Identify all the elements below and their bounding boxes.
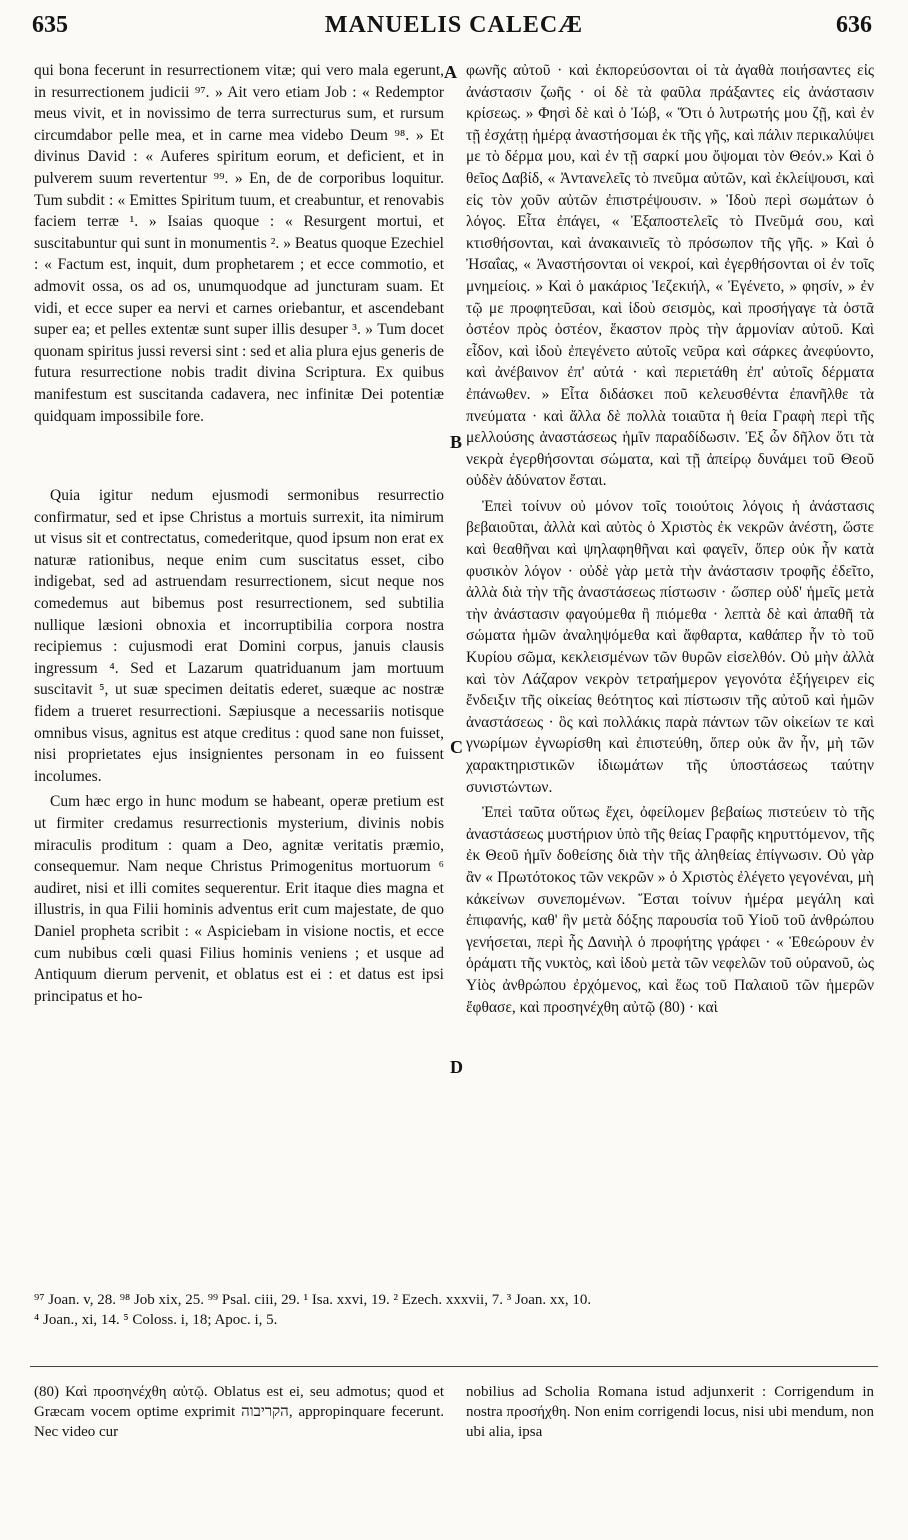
- latin-paragraph-2: Quia igitur nedum ejusmodi sermonibus resurrectio confirmatur, sed et ipse Christus a mortuis surrexit, ita nimirum ut visus sit et contrectatus, comederitque, quod ipsum non erat ex naturæ rationibus, neque enim cum suscitatus esset, cibo indigebat, sed ad astruendam resurrectionem, sicut neque nos comedemus aut bibemus post resurrectionem, sed subtilia nullique læsioni obnoxia et incorruptibilia corpora nostra recipiemus : cujusmodi erat Domini corpus, januis clausis ingressum ⁴. Sed et Lazarum quatriduanum jam mortuum suscitavit ⁵, ut suæ specimen deitatis ederet, suæque ac nostræ fidem a trueret resurrectioni. Sæpiusque a necessariis notisque omnibus visus, agnitus est atque creditus : quod sane non fuisset, nisi proprietates ejus insignientes personam in eo fuissent incolumes.: [34, 487, 444, 785]
- greek-paragraph-3: Ἐπεὶ ταῦτα οὕτως ἔχει, ὀφείλομεν βεβαίως πιστεύειν τὸ τῆς ἀναστάσεως μυστήριον ὑπὸ τῆς θείας Γραφῆς κηρυττόμενον, τῆς ἐκ Θεοῦ ἡμῖν δοθείσης διὰ τὴν τῆς ἀληθείας ἐπίγνωσιν. Οὐ γὰρ ἂν « Πρωτότοκος τῶν νεκρῶν » ὁ Χριστὸς ἐλέγετο γεγονέναι, μὴ κἀκείνων συνεπομένων. Ἔσται τοίνυν ἡμέρα μεγάλη καὶ ἐπιφανής, καθ' ἣν μετὰ δόξης παρουσία τοῦ Υἱοῦ τοῦ ἀνθρώπου γενήσεται, περὶ ἧς Δανιὴλ ὁ προφήτης γράφει · « Ἐθεώρουν ἐν ὁράματι τῆς νυκτὸς, καὶ ἰδοὺ μετὰ τῶν νεφελῶν τοῦ οὐρανοῦ, ὡς Υἱὸς ἀνθρώπου ἐρχόμενος, καὶ ἕως τοῦ Παλαιοῦ τῶν ἡμερῶν ἔφθασε, καὶ προσηνέχθη αὐτῷ (80) · καὶ: [466, 804, 874, 1016]
- page-number-right: 636: [836, 12, 872, 38]
- note-divider: [30, 1366, 878, 1367]
- margin-marker-a: A: [444, 62, 457, 82]
- footnote-line-2: ⁴ Joan., xi, 14. ⁵ Coloss. i, 18; Apoc. i, 5.: [34, 1312, 278, 1328]
- margin-marker-c: C: [450, 737, 463, 757]
- latin-paragraph-3: Cum hæc ergo in hunc modum se habeant, operæ pretium est ut firmiter credamus resurrectionis mysterium, divinis nobis miraculis proditum : quam a Deo, agnitæ veritatis præmio, consequemur. Nam neque Christus Primogenitus mortuorum ⁶ audiret, nisi et illi comites sequerentur. Erit itaque dies magna et illustris, in qua Filii hominis adventus erit cum majestate, de quo Daniel propheta scribit : « Aspiciebam in visione noctis, et ecce cum nubibus cœli quasi Filius hominis veniens ; et usque ad Antiquum dierum pervenit, et oblatus est ei : et datus est ipsi principatus et ho-: [34, 793, 444, 1005]
- greek-column: [466, 60, 874, 1018]
- margin-marker-b: B: [450, 432, 463, 452]
- footnote-line-1: ⁹⁷ Joan. v, 28. ⁹⁸ Job xix, 25. ⁹⁹ Psal. ciii, 29. ¹ Isa. xxvi, 19. ² Ezech. xxxvii, 7. ³ Joan. xx, 10.: [34, 1292, 592, 1308]
- latin-column: [34, 60, 444, 1007]
- editor-note-right: nobilius ad Scholia Romana istud adjunxerit : Corrigendum in nostra προσήχθη. Non enim corrigendi locus, nisi ubi mendum, non ubi alia, ipsa: [466, 1384, 874, 1440]
- latin-paragraph-1: qui bona fecerunt in resurrectionem vitæ; qui vero mala egerunt, in resurrectionem judicii ⁹⁷. » Ait vero etiam Job : « Redemptor meus vivit, et in novissimo de terra surrecturus sum, et rursum circumdabor pelle mea, et in carne mea videbo Deum ⁹⁸. » Et divinus David : « Auferes spiritum eorum, et deficient, et in pulverem suum revertentur ⁹⁹. » En, de de corporibus loquitur. Tum subdit : « Emittes Spiritum tuum, et creabuntur, et renovabis faciem terræ ¹. » Isaias quoque : « Resurgent mortui, et suscitabuntur qui sunt in monumentis ². » Beatus quoque Ezechiel : « Factum est, inquit, dum prophetarem ; et ecce commotio, et admovit ossa, os ad os, unumquodque ad juncturam suam. Et vidi, et ecce super ea nervi et carnes oriebantur, et ascendebant super ea; et pelles extentæ sunt super illis desuper ³. » Tum docet quonam spiritus jussi reversi sint : sed et alia plura ejus generis de futura resurrectione nobis tradit divina Scriptura. Ex quibus manifestum est suscitanda cadavera, nec infinitæ Dei potentiæ quidquam impossibile fore.: [34, 62, 444, 425]
- margin-marker-d: D: [450, 1057, 463, 1077]
- editor-note-left: (80) Καὶ προσηνέχθη αὐτῷ. Oblatus est ei, seu admotus; quod et Græcam vocem optime exprimit הקריבוה, appropinquare fecerunt. Nec video cur: [34, 1384, 445, 1440]
- greek-paragraph-2: Ἐπεὶ τοίνυν οὐ μόνον τοῖς τοιούτοις λόγοις ἡ ἀνάστασις βεβαιοῦται, ἀλλὰ καὶ αὐτὸς ὁ Χριστὸς ἐκ νεκρῶν ἀνέστη, ὥστε καὶ θεαθῆναι καὶ ψηλαφηθῆναι καὶ φαγεῖν, ὅπερ οὐκ ἦν κατὰ φυσικὸν λόγον · οὐδὲ γὰρ μετὰ τὴν ἀνάστασιν τροφῆς ἐδεῖτο, ἀλλὰ διὰ τὴν τῆς ἀναστάσεως πίστωσιν · ὥσπερ οὐδ' ἡμεῖς μετὰ τὴν ἀνάστασιν φαγούμεθα ἢ πιόμεθα · λεπτὰ δὲ καὶ ἀπαθῆ τὰ σώματα ἡμῶν ἀναληψόμεθα καὶ ἄφθαρτα, καθάπερ ἦν τὸ τοῦ Κυρίου σῶμα, κεκλεισμένων τῶν θυρῶν εἰσελθόν. Οὐ μὴν ἀλλὰ καὶ τὸν Λάζαρον νεκρὸν τετραήμερον γεγονότα ἐξήγειρεν εἰς ἔνδειξιν τῆς οἰκείας θεότητος καὶ πίστωσιν τῆς αὐτοῦ καὶ ἡμῶν ἀναστάσεως · ὃς καὶ πολλάκις παρὰ πάντων τῶν οἰκείων τε καὶ γνωρίμων ἐγνωρίσθη καὶ ἐπιστεύθη, ὅπερ οὐκ ἂν ἦν, μὴ τῶν χαρακτηριστικῶν ἰδιωμάτων τῆς ὑποστάσεως ταύτην συνιστώντων.: [466, 497, 874, 796]
- running-title: MANUELIS CALECÆ: [324, 12, 584, 38]
- page-number-left: 635: [32, 12, 68, 38]
- page-header: [0, 12, 908, 52]
- greek-paragraph-1: φωνῆς αὐτοῦ · καὶ ἐκπορεύσονται οἱ τὰ ἀγαθὰ ποιήσαντες εἰς ἀνάστασιν ζωῆς · οἱ δὲ τὰ φαῦλα πράξαντες εἰς ἀνάστασιν κρίσεως. » Φησὶ δὲ καὶ ὁ Ἰώβ, « Ὅτι ὁ λυτρωτής μου ζῇ, καὶ ἐν τῇ ἐσχάτῃ ἡμέρᾳ ἀναστήσομαι ἐκ τῆς γῆς, καὶ πάλιν περικαλύψει με τὸ δέρμα μου, καὶ ἐν τῇ σαρκί μου ὄψομαι τὸν Θεόν.» Καὶ ὁ θεῖος Δαβίδ, « Ἀντανελεῖς τὸ πνεῦμα αὐτῶν, καὶ ἐκλείψουσι, καὶ εἰς τὸν χοῦν αὐτῶν ἐπιστρέψουσιν. » Ἰδοὺ περὶ σωμάτων ὁ λόγος. Εἶτα ἐπάγει, « Ἐξαποστελεῖς τὸ Πνεῦμά σου, καὶ κτισθήσονται, καὶ ἀνακαινιεῖς τὸ πρόσωπον τῆς γῆς. » Καὶ ὁ Ἠσαΐας, « Ἀναστήσονται οἱ νεκροί, καὶ ἐγερθήσονται οἱ ἐν τοῖς μνημείοις. » Καὶ ὁ μακάριος Ἰεζεκιήλ, « Ἐγένετο, » φησίν, » ἐν τῷ με προφητεῦσαι, καὶ ἰδοὺ σεισμὸς, καὶ προσήγαγε τὰ ὀστᾶ ὀστέον πρὸς ὀστέον, ἕκαστον πρὸς τὴν ἁρμονίαν αὐτοῦ. Καὶ εἶδον, καὶ ἰδοὺ ἐπεγένετο αὐτοῖς νεῦρα καὶ σάρκες ἀνεφύοντο, καὶ ἀνέβαινον ἐπ' αὐτά · καὶ περιετάθη ἐπ' αὐτοῖς δέρματα ἐπάνωθεν. » Εἶτα διδάσκει ποῦ κελευσθέντα ἐπανῆλθε τὰ πνεύματα · καὶ ἄλλα δὲ πολλὰ τοιαῦτα ἡ θεία Γραφὴ περὶ τῆς μελλούσης ἀναστάσεως ἡμῖν παραδίδωσιν. Ἐξ ὧν δῆλον ὅτι τὰ νεκρὰ ἐγερθήσονται σώματα, καὶ τῇ ἀπείρῳ δυνάμει τοῦ Θεοῦ οὐδὲν ἀδύνατον ἔσται.: [466, 62, 874, 490]
- footnotes: [34, 1290, 882, 1330]
